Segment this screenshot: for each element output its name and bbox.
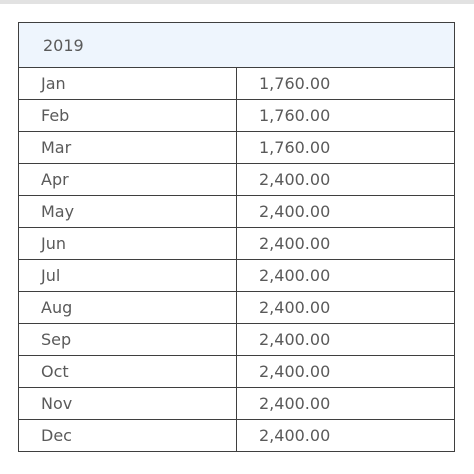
table-row: [19, 164, 455, 196]
monthly-amounts-table: [18, 22, 455, 452]
top-divider: [0, 0, 474, 4]
table-header: [19, 23, 455, 68]
month-cell: Sep: [19, 324, 237, 356]
month-cell: Mar: [19, 132, 237, 164]
table-row: [19, 100, 455, 132]
amount-cell: 2,400.00: [237, 292, 455, 324]
month-cell: Apr: [19, 164, 237, 196]
month-cell: Oct: [19, 356, 237, 388]
month-cell: Jun: [19, 228, 237, 260]
header-row: [19, 23, 455, 68]
table-row: [19, 132, 455, 164]
table-row: [19, 324, 455, 356]
year-header: 2019: [19, 23, 455, 68]
table-row: [19, 196, 455, 228]
table-row: [19, 68, 455, 100]
table-row: [19, 292, 455, 324]
amount-cell: 2,400.00: [237, 420, 455, 452]
amount-cell: 2,400.00: [237, 228, 455, 260]
month-cell: Jan: [19, 68, 237, 100]
table-row: [19, 356, 455, 388]
amount-cell: 2,400.00: [237, 388, 455, 420]
amount-cell: 1,760.00: [237, 100, 455, 132]
amount-cell: 2,400.00: [237, 324, 455, 356]
table-row: [19, 388, 455, 420]
amount-cell: 2,400.00: [237, 164, 455, 196]
amount-cell: 2,400.00: [237, 260, 455, 292]
table-row: [19, 420, 455, 452]
month-cell: May: [19, 196, 237, 228]
month-cell: Dec: [19, 420, 237, 452]
month-cell: Aug: [19, 292, 237, 324]
amount-cell: 2,400.00: [237, 356, 455, 388]
table-row: [19, 260, 455, 292]
amount-cell: 1,760.00: [237, 68, 455, 100]
month-cell: Jul: [19, 260, 237, 292]
amount-cell: 1,760.00: [237, 132, 455, 164]
table-body: [19, 68, 455, 452]
table-row: [19, 228, 455, 260]
month-cell: Nov: [19, 388, 237, 420]
month-cell: Feb: [19, 100, 237, 132]
amount-cell: 2,400.00: [237, 196, 455, 228]
